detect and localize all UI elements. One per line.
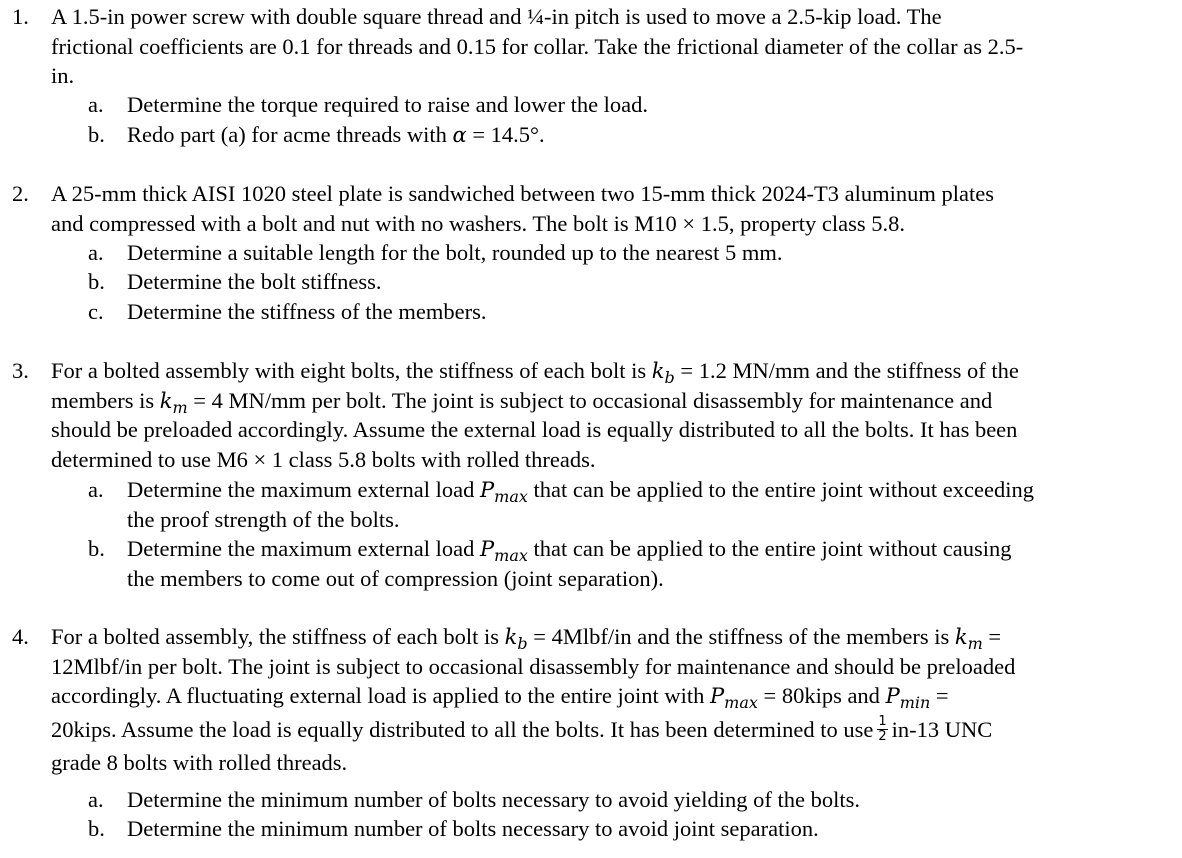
fraction bbox=[877, 715, 887, 744]
part-text-start: Redo part (a) for acme threads with bbox=[127, 122, 453, 147]
text-run: Determine the maximum external load bbox=[127, 477, 481, 502]
part-text: Determine the minimum number of bolts necessary to avoid joint separation. bbox=[127, 816, 819, 841]
text-run: = 4 MN/mm per bolt. The joint is subject to occasional disassembly for maintenance and bbox=[187, 387, 993, 413]
subscript: m bbox=[172, 397, 188, 417]
stiffness-symbol: k bbox=[954, 625, 968, 649]
load-symbol: P bbox=[480, 478, 495, 502]
part-line bbox=[127, 475, 1034, 505]
subscript: min bbox=[899, 693, 931, 712]
problem-statement bbox=[51, 622, 1171, 777]
part-label: c. bbox=[88, 299, 104, 324]
alpha-symbol: α bbox=[452, 123, 467, 147]
statement-line: determined to use M6 × 1 class 5.8 bolts with rolled threads. bbox=[51, 446, 596, 472]
part-text: Determine the minimum number of bolts necessary to avoid yielding of the bolts. bbox=[127, 787, 860, 812]
part-label: a. bbox=[88, 240, 104, 265]
part-text bbox=[127, 534, 1012, 593]
part-text: Determine the torque required to raise and lower the load. bbox=[127, 92, 649, 117]
statement-line: grade 8 bolts with rolled threads. bbox=[51, 749, 348, 775]
problem-statement bbox=[51, 356, 1171, 474]
statement-line: A 1.5-in power screw with double square thread and ¼-in pitch is used to move a 2.5-kip load. The bbox=[51, 4, 942, 29]
part-text bbox=[127, 120, 545, 151]
load-symbol: P bbox=[885, 684, 900, 708]
part-label: b. bbox=[88, 816, 105, 841]
part-text-end: = 14.5°. bbox=[466, 122, 545, 147]
stiffness-symbol: k bbox=[651, 359, 665, 383]
statement-line: 12Mlbf/in per bolt. The joint is subject to occasional disassembly for maintenance and should be preloaded bbox=[51, 653, 1016, 679]
problem-number: 2. bbox=[12, 181, 29, 206]
part-label: b. bbox=[88, 122, 105, 147]
problem-number: 1. bbox=[12, 4, 29, 29]
text-run: that can be applied to the entire joint without exceeding bbox=[527, 477, 1034, 502]
text-run: = bbox=[982, 624, 1002, 649]
statement-line bbox=[51, 356, 1171, 386]
part-label: b. bbox=[88, 536, 105, 561]
statement-line: and compressed with a bolt and nut with no washers. The bolt is M10 × 1.5, property class 5.8. bbox=[51, 210, 906, 236]
text-run: in-13 UNC bbox=[891, 716, 993, 742]
part-line: the members to come out of compression (joint separation). bbox=[127, 565, 664, 591]
statement-line bbox=[51, 681, 1171, 711]
subscript: max bbox=[494, 487, 528, 506]
text-run: accordingly. A fluctuating external load is applied to the entire joint with bbox=[51, 683, 710, 708]
part-text bbox=[127, 475, 1034, 534]
text-run: 20kips. Assume the load is equally distributed to all the bolts. It has been determined to use bbox=[51, 716, 874, 742]
load-symbol: P bbox=[710, 684, 725, 708]
statement-line: should be preloaded accordingly. Assume the external load is equally distributed to all the bolts. It has been bbox=[51, 417, 1018, 442]
problem-statement bbox=[51, 179, 1171, 238]
statement-line: frictional coefficients are 0.1 for threads and 0.15 for collar. Take the frictional diameter of the collar as 2.5- bbox=[51, 33, 1024, 59]
statement-line bbox=[51, 622, 1171, 652]
part-label: a. bbox=[88, 787, 104, 812]
part-label: a. bbox=[88, 477, 104, 502]
stiffness-symbol: k bbox=[504, 625, 518, 649]
fraction-denominator: 2 bbox=[878, 728, 887, 744]
subscript: m bbox=[967, 634, 983, 653]
text-run: that can be applied to the entire joint without causing bbox=[527, 536, 1012, 561]
problem-number: 3. bbox=[12, 358, 29, 383]
statement-line: A 25-mm thick AISI 1020 steel plate is sandwiched between two 15-mm thick 2024-T3 aluminum plates bbox=[51, 181, 994, 206]
text-run: members is bbox=[51, 387, 160, 413]
problem-number: 4. bbox=[12, 624, 29, 649]
text-run: = 1.2 MN/mm and the stiffness of the bbox=[674, 358, 1019, 383]
problem-statement bbox=[51, 2, 1171, 91]
subscript: max bbox=[494, 546, 528, 565]
load-symbol: P bbox=[480, 537, 495, 561]
subscript: b bbox=[664, 368, 675, 387]
part-label: b. bbox=[88, 269, 105, 294]
part-label: a. bbox=[88, 92, 104, 117]
text-run: For a bolted assembly, the stiffness of each bolt is bbox=[51, 624, 505, 649]
text-run: = bbox=[930, 683, 949, 708]
fraction-numerator: 1 bbox=[878, 713, 887, 729]
part-line: the proof strength of the bolts. bbox=[127, 506, 400, 532]
part-text: Determine the stiffness of the members. bbox=[127, 299, 487, 324]
part-text: Determine a suitable length for the bolt, rounded up to the nearest 5 mm. bbox=[127, 240, 783, 265]
text-run: = 4Mlbf/in and the stiffness of the members is bbox=[527, 624, 955, 649]
text-run: = 80kips and bbox=[757, 683, 886, 708]
subscript: b bbox=[517, 634, 528, 653]
part-text: Determine the bolt stiffness. bbox=[127, 269, 382, 294]
stiffness-symbol: k bbox=[159, 388, 173, 413]
subscript: max bbox=[724, 693, 758, 712]
part-line bbox=[127, 534, 1012, 564]
text-run: Determine the maximum external load bbox=[127, 536, 481, 561]
statement-line bbox=[51, 386, 1171, 416]
statement-line: in. bbox=[51, 63, 75, 88]
statement-line bbox=[51, 711, 1171, 748]
text-run: For a bolted assembly with eight bolts, the stiffness of each bolt is bbox=[51, 358, 652, 383]
